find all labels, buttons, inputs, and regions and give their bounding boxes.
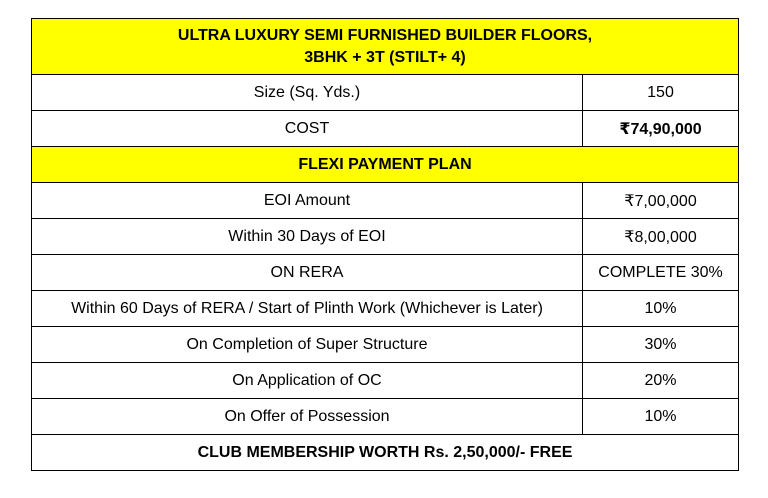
club-membership-note: CLUB MEMBERSHIP WORTH Rs. 2,50,000/- FREE bbox=[32, 435, 739, 471]
table-row bbox=[32, 183, 739, 219]
table-row bbox=[32, 255, 739, 291]
payment-value: 20% bbox=[583, 363, 739, 399]
plan-heading-row bbox=[32, 147, 739, 183]
title-line-1: ULTRA LUXURY SEMI FURNISHED BUILDER FLOORS, bbox=[177, 26, 593, 44]
payment-label: Within 60 Days of RERA / Start of Plinth Work (Whichever is Later) bbox=[32, 291, 583, 327]
payment-label: On Application of OC bbox=[32, 363, 583, 399]
price-table-container bbox=[31, 18, 738, 471]
table-row bbox=[32, 291, 739, 327]
payment-value: 10% bbox=[583, 399, 739, 435]
footer-row bbox=[32, 435, 739, 471]
payment-value: ₹8,00,000 bbox=[583, 219, 739, 255]
price-table bbox=[31, 18, 739, 471]
size-value: 150 bbox=[583, 75, 739, 111]
payment-value: 30% bbox=[583, 327, 739, 363]
table-row bbox=[32, 219, 739, 255]
payment-label: Within 30 Days of EOI bbox=[32, 219, 583, 255]
payment-label: On Completion of Super Structure bbox=[32, 327, 583, 363]
title-cell bbox=[32, 19, 739, 75]
table-row bbox=[32, 111, 739, 147]
table-row bbox=[32, 363, 739, 399]
table-row bbox=[32, 327, 739, 363]
plan-heading: FLEXI PAYMENT PLAN bbox=[32, 147, 739, 183]
cost-label: COST bbox=[32, 111, 583, 147]
payment-value: ₹7,00,000 bbox=[583, 183, 739, 219]
payment-value: COMPLETE 30% bbox=[583, 255, 739, 291]
payment-label: On Offer of Possession bbox=[32, 399, 583, 435]
payment-value: 10% bbox=[583, 291, 739, 327]
size-label: Size (Sq. Yds.) bbox=[32, 75, 583, 111]
payment-label: ON RERA bbox=[32, 255, 583, 291]
title-row bbox=[32, 19, 739, 75]
cost-value: ₹74,90,000 bbox=[583, 111, 739, 147]
title-line-2: 3BHK + 3T (STILT+ 4) bbox=[304, 48, 466, 66]
payment-label: EOI Amount bbox=[32, 183, 583, 219]
table-row bbox=[32, 75, 739, 111]
table-row bbox=[32, 399, 739, 435]
